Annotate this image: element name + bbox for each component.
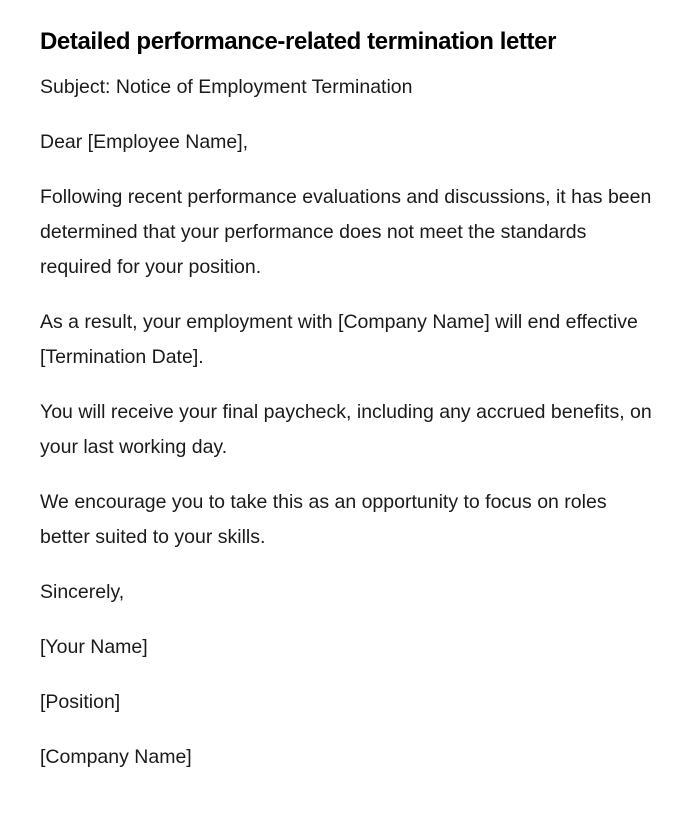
letter-salutation: Dear [Employee Name], [40, 131, 249, 153]
signature-company: [Company Name] [40, 746, 192, 768]
signature-position: [Position] [40, 691, 121, 713]
letter-subject: Subject: Notice of Employment Termination [40, 76, 413, 98]
letter-paragraph-4: We encourage you to take this as an opportunity to focus on roles better suited to your skills. [40, 491, 607, 548]
letter-paragraph-1: Following recent performance evaluations and discussions, it has been determined that your performance does not meet the standards required for your position. [40, 186, 652, 278]
letter-closing: Sincerely, [40, 581, 125, 603]
signature-name: [Your Name] [40, 636, 148, 658]
letter-paragraph-2: As a result, your employment with [Company Name] will end effective [Termination Date]. [40, 311, 638, 368]
document-title: Detailed performance-related termination letter [40, 28, 557, 55]
letter-paragraph-3: You will receive your final paycheck, including any accrued benefits, on your last working day. [40, 401, 652, 458]
